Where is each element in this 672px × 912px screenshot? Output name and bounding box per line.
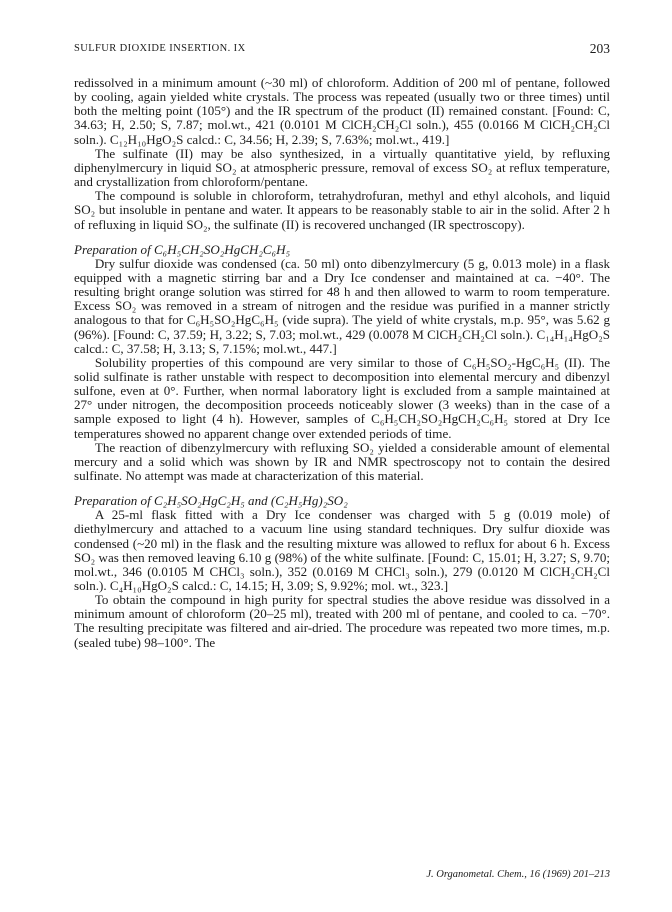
paragraph: To obtain the compound in high purity for spectral studies the above residue was dissolved in a minimum amount of chloroform (20–25 ml), treated with 200 ml of pentane, and cooled to ca. −70°. The resulting precipitate was filtered and air-dried. The procedure was repeated two more times, m.p. (sealed tube) 98–100°. The bbox=[74, 592, 610, 650]
paragraph: The compound is soluble in chloroform, tetrahydrofuran, methyl and ethyl alcohols, and liquid SO₂ but insoluble in pentane and water. It appears to be reasonably stable to air in the solid. After 2 h of refluxing in liquid SO₂, the sulfinate (II) is recovered unchanged (IR spectroscopy). bbox=[74, 188, 610, 232]
journal-page bbox=[74, 42, 610, 880]
section-dibenzyl-preparation bbox=[74, 242, 610, 484]
paragraph: redissolved in a minimum amount (~30 ml) of chloroform. Addition of 200 ml of pentane, followed by cooling, again yielded white crystals. The process was repeated (usually two or three times) until both the melting point (105°) and the IR spectrum of the product (II) remained constant. [Found: C, 34.63; H, 2.50; S, 7.87; mol.wt., 421 (0.0101 M ClCH₂CH₂Cl soln.), 455 (0.0166 M ClCH₂CH₂Cl soln.). C₁₂H₁₀HgO₂S calcd.: C, 34.56; H, 2.39; S, 7.63%; mol.wt., 419.] bbox=[74, 75, 610, 147]
section-sulfinate-purification bbox=[74, 76, 610, 232]
paragraph: The sulfinate (II) may be also synthesized, in a virtually quantitative yield, by refluxing diphenylmercury in liquid SO₂ at atmospheric pressure, removal of excess SO₂ at reflux temperature, and crystallization from chloroform/pentane. bbox=[74, 145, 610, 190]
section-heading: Preparation of C₆H₅CH₂SO₂HgCH₂C₆H₅ bbox=[74, 241, 291, 257]
paragraph: A 25-ml flask fitted with a Dry Ice condenser was charged with 5 g (0.019 mole) of diethylmercury and attached to a vacuum line using standard techniques. Dry sulfur dioxide was condensed (~20 ml) in the flask and the resulting mixture was allowed to reflux for about 6 h. Excess SO₂ was then removed leaving 6.10 g (98%) of the white sulfinate. [Found: C, 15.01; H, 3.27; S, 9.70; mol.wt., 346 (0.0105 M CHCl₃ soln.), 352 (0.0169 M CHCl₃ soln.), 279 (0.0120 M ClCH₂CH₂Cl soln.). C₄H₁₀HgO₂S calcd.: C, 14.15; H, 3.09; S, 9.92%; mol. wt., 323.] bbox=[74, 507, 610, 593]
journal-citation: J. Organometal. Chem., 16 (1969) 201–213 bbox=[426, 869, 610, 880]
paragraph: The reaction of dibenzylmercury with refluxing SO₂ yielded a considerable amount of elemental mercury and a solid which was shown by IR and NMR spectroscopy not to contain the desired sulfinate. No attempt was made at characterization of this material. bbox=[74, 439, 610, 484]
section-diethyl-preparation bbox=[74, 493, 610, 650]
paragraph: Dry sulfur dioxide was condensed (ca. 50 ml) onto dibenzylmercury (5 g, 0.013 mole) in a flask equipped with a magnetic stirring bar and a Dry Ice condenser and maintained at ca. −40°. The resulting bright orange solution was stirred for 48 h and then allowed to warm to room temperature. Excess SO₂ was removed in a stream of nitrogen and the residue was purified in a manner strictly analogous to that for C₆H₅SO₂HgC₆H₅ (vide supra). The yield of white crystals, m.p. 95°, was 5.62 g (96%). [Found: C, 37.59; H, 3.22; S, 7.03; mol.wt., 429 (0.0078 M ClCH₂CH₂Cl soln.). C₁₄H₁₄HgO₂S calcd.: C, 37.58; H, 3.13; S, 7.15%; mol.wt., 447.] bbox=[74, 255, 610, 356]
running-title: SULFUR DIOXIDE INSERTION. IX bbox=[74, 43, 246, 54]
article-body bbox=[74, 76, 610, 650]
page-number: 203 bbox=[589, 41, 610, 56]
section-heading: Preparation of C₂H₅SO₂HgC₂H₅ and (C₂H₅Hg)₂SO₂ bbox=[74, 493, 348, 509]
running-head bbox=[74, 42, 610, 64]
paragraph: Solubility properties of this compound are very similar to those of C₆H₅SO₂-HgC₆H₅ (II). The solid sulfinate is rather unstable with respect to decomposition into elemental mercury and dibenzyl sulfone, even at 0°. Further, when normal laboratory light is excluded from a sample maintained at 27° under nitrogen, the decomposition proceeds noticeably slower (3 weeks) than in the case of a sample exposed to light (4 h). However, samples of C₆H₅CH₂SO₂HgCH₂C₆H₅ stored at Dry Ice temperatures showed no apparent change over extended periods of time. bbox=[74, 354, 610, 441]
